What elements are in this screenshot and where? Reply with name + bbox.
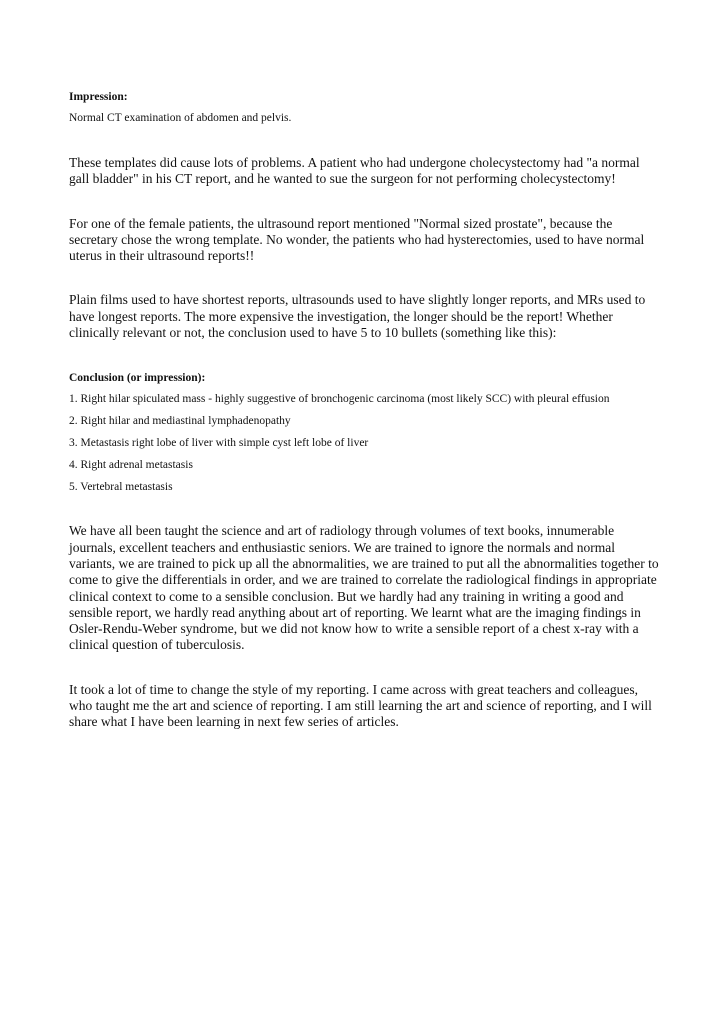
conclusion-heading: Conclusion (or impression):	[69, 372, 206, 385]
paragraph-templates-problems: These templates did cause lots of problems. A patient who had undergone cholecystectomy had "a normal gall bladder" in his CT report, and he wanted to sue the surgeon for not performing cholecystectomy!	[69, 155, 640, 187]
conclusion-item: 2. Right hilar and mediastinal lymphadenopathy	[69, 415, 291, 428]
conclusion-list	[69, 390, 659, 496]
document-page	[69, 88, 659, 731]
impression-section	[69, 88, 659, 127]
paragraph-took-time: It took a lot of time to change the style of my reporting. I came across with great teachers and colleagues, who taught me the art and science of reporting. I am still learning the art and science of reporting, and I will share what I have been learning in next few series of articles.	[69, 681, 652, 730]
paragraph-female-patients: For one of the female patients, the ultrasound report mentioned "Normal sized prostate", because the secretary chose the wrong template. No wonder, the patients who had hysterectomies, used to have normal uterus in their ultrasound reports!!	[69, 215, 645, 264]
impression-text: Normal CT examination of abdomen and pelvis.	[69, 112, 292, 124]
conclusion-item: 5. Vertebral metastasis	[69, 481, 173, 494]
conclusion-item: 1. Right hilar spiculated mass - highly suggestive of bronchogenic carcinoma (most likely SCC) with pleural effusion	[69, 393, 610, 406]
paragraph-plain-films: Plain films used to have shortest reports, ultrasounds used to have slightly longer reports, and MRs used to have longest reports. The more expensive the investigation, the longer should be the report! Whether clinically relevant or not, the conclusion used to have 5 to 10 bullets (something like this):	[69, 292, 646, 341]
conclusion-item: 3. Metastasis right lobe of liver with simple cyst left lobe of liver	[69, 437, 369, 450]
paragraph-taught-science: We have all been taught the science and art of radiology through volumes of text books, innumerable journals, excellent teachers and enthusiastic seniors. We are trained to ignore the normals and normal variants, we are trained to pick up all the abnormalities, we are trained to put all the abnormalities together to come to give the differentials in order, and we are trained to correlate the radiological findings in appropriate clinical context to come to a sensible conclusion. But we hardly had any training in writing a good and sensible report, we hardly read anything about art of reporting. We learnt what are the imaging findings in Osler-Rendu-Weber syndrome, but we did not know how to write a sensible report of a chest x-ray with a clinical question of tuberculosis.	[69, 523, 659, 653]
conclusion-section	[69, 369, 659, 496]
impression-heading: Impression:	[69, 91, 128, 103]
conclusion-item: 4. Right adrenal metastasis	[69, 459, 193, 472]
